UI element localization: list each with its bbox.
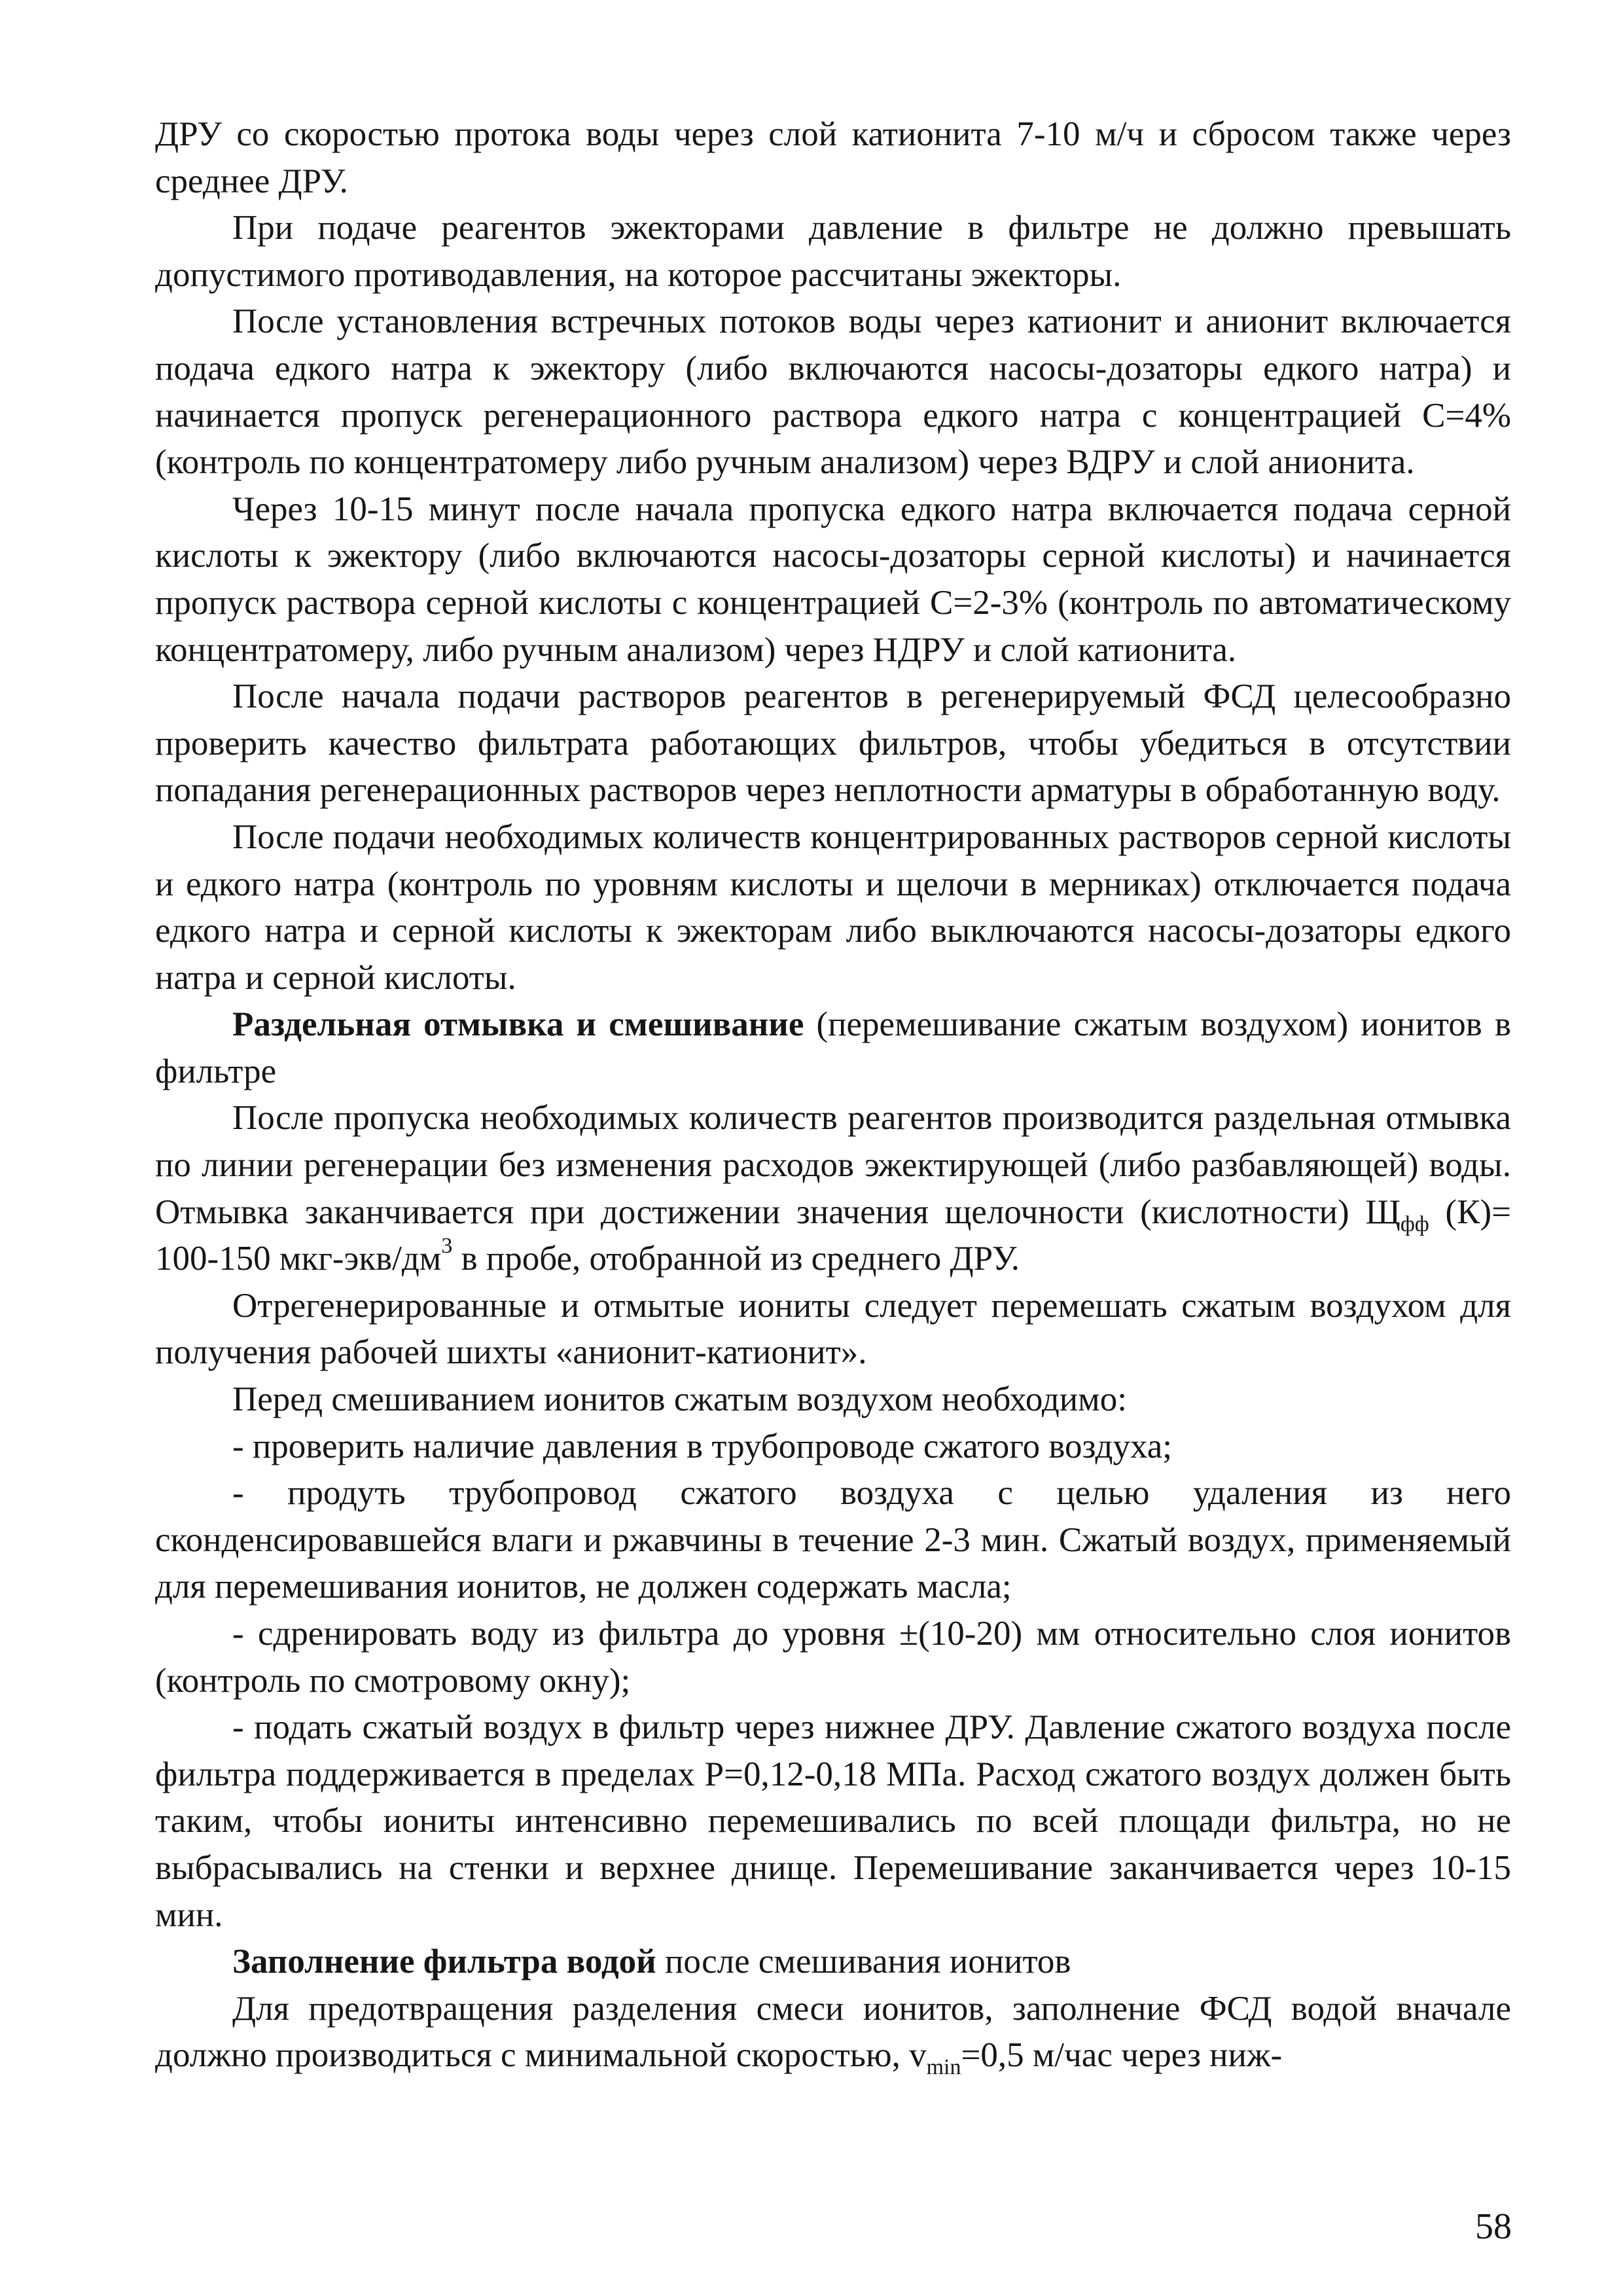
paragraph-5 [155,673,1511,814]
paragraph-text: Перед смешиванием ионитов сжатым воздухом необходимо: [232,1380,1127,1419]
paragraph-text: После начала подачи растворов реагентов в регенерируемый ФСД целесообразно проверить качество фильтрата работающих фильтров, чтобы убедиться в отсутствии попадания регенерационных растворов через неплотности арматуры в обработанную воду. [155,677,1511,810]
paragraph-text: При подаче реагентов эжекторами давление в фильтре не должно превышать допустимого противодавления, на которое рассчитаны эжекторы. [155,209,1511,294]
paragraph-10 [155,1376,1511,1424]
paragraph-text: После пропуска необходимых количеств реагентов производится раздельная отмывка по линии регенерации без изменения расходов эжектирующей (либо разбавляющей) воды. Отмывка заканчивается при достижении значения щелочности (кислотности) Щ [155,1099,1511,1231]
paragraph-text: Отрегенерированные и отмытые иониты следует перемешать сжатым воздухом для получения рабочей шихты «анионит-катионит». [155,1286,1511,1372]
paragraph-text: После установления встречных потоков воды через катионит и анионит включается подача едкого натра к эжектору (либо включаются насосы-дозаторы едкого натра) и начинается пропуск регенерационного раствора едкого натра с концентрацией С=4% (контроль по концентратомеру либо ручным анализом) через ВДРУ и слой анионита. [155,302,1511,482]
section-heading-filling [155,1939,1511,1986]
heading-bold-text: Заполнение фильтра водой [232,1943,656,1981]
list-item-text: - подать сжатый воздух в фильтр через нижнее ДРУ. Давление сжатого воздуха после фильтра поддерживается в пределах Р=0,12-0,18 МПа. Расход сжатого воздух должен быть таким, чтобы иониты интенсивно перемешивались по всей площади фильтра, но не выбрасывались на стенки и верхнее днище. Перемешивание заканчивается через 10-15 мин. [155,1708,1511,1934]
paragraph-9 [155,1283,1511,1376]
paragraph-text: в пробе, отобранной из среднего ДРУ. [452,1240,1020,1278]
list-item-text: - сдренировать воду из фильтра до уровня ±(10-20) мм относительно слоя ионитов (контроль по смотровому окну); [155,1615,1511,1700]
paragraph-text: =0,5 м/час через ниж- [961,2036,1283,2075]
paragraph-3 [155,298,1511,486]
heading-rest-text: после смешивания ионитов [656,1943,1071,1981]
superscript: 3 [441,1234,453,1259]
paragraph-2 [155,205,1511,298]
heading-bold-text: Раздельная отмывка и смешивание [232,1005,804,1044]
paragraph-8 [155,1095,1511,1282]
paragraph-text: Через 10-15 минут после начала пропуска едкого натра включается подача серной кислоты к эжектору (либо включаются насосы-дозаторы серной кислоты) и начинается пропуск раствора серной кислоты с концентрацией С=2-3% (контроль по автоматическому концентратомеру, либо ручным анализом) через НДРУ и слой катионита. [155,490,1511,669]
subscript: фф [1400,1211,1429,1236]
page-number: 58 [1475,2206,1512,2247]
paragraph-text: ДРУ со скоростью протока воды через слой катионита 7-10 м/ч и сбросом также через среднее ДРУ. [155,115,1511,200]
list-item-4 [155,1704,1511,1939]
list-item-1 [155,1424,1511,1471]
list-item-3 [155,1611,1511,1704]
paragraph-4 [155,486,1511,673]
paragraph-6 [155,814,1511,1001]
subscript: min [926,2055,961,2080]
paragraph-text: (К)= 100-150 мкг-экв/дм [155,1193,1511,1278]
list-item-text: - проверить наличие давления в трубопроводе сжатого воздуха; [232,1427,1173,1465]
paragraph-text: После подачи необходимых количеств концентрированных растворов серной кислоты и едкого натра (контроль по уровням кислоты и щелочи в мерниках) отключается подача едкого натра и серной кислоты к эжекторам либо выключаются насосы-дозаторы едкого натра и серной кислоты. [155,817,1511,997]
paragraph-1 [155,111,1511,205]
section-heading-separate-washing [155,1001,1511,1095]
paragraph-text: Для предотвращения разделения смеси ионитов, заполнение ФСД водой вначале должно производиться с минимальной скоростью, v [155,1989,1511,2075]
list-item-2 [155,1470,1511,1611]
paragraph-12 [155,1986,1511,2079]
heading-rest-text: (перемешивание сжатым воздухом) ионитов в фильтре [155,1005,1512,1090]
document-page [155,111,1511,2079]
list-item-text: - продуть трубопровод сжатого воздуха с целью удаления из него сконденсировавшейся влаги и ржавчины в течение 2-3 мин. Сжатый воздух, применяемый для перемешивания ионитов, не должен содержать масла; [155,1474,1511,1606]
